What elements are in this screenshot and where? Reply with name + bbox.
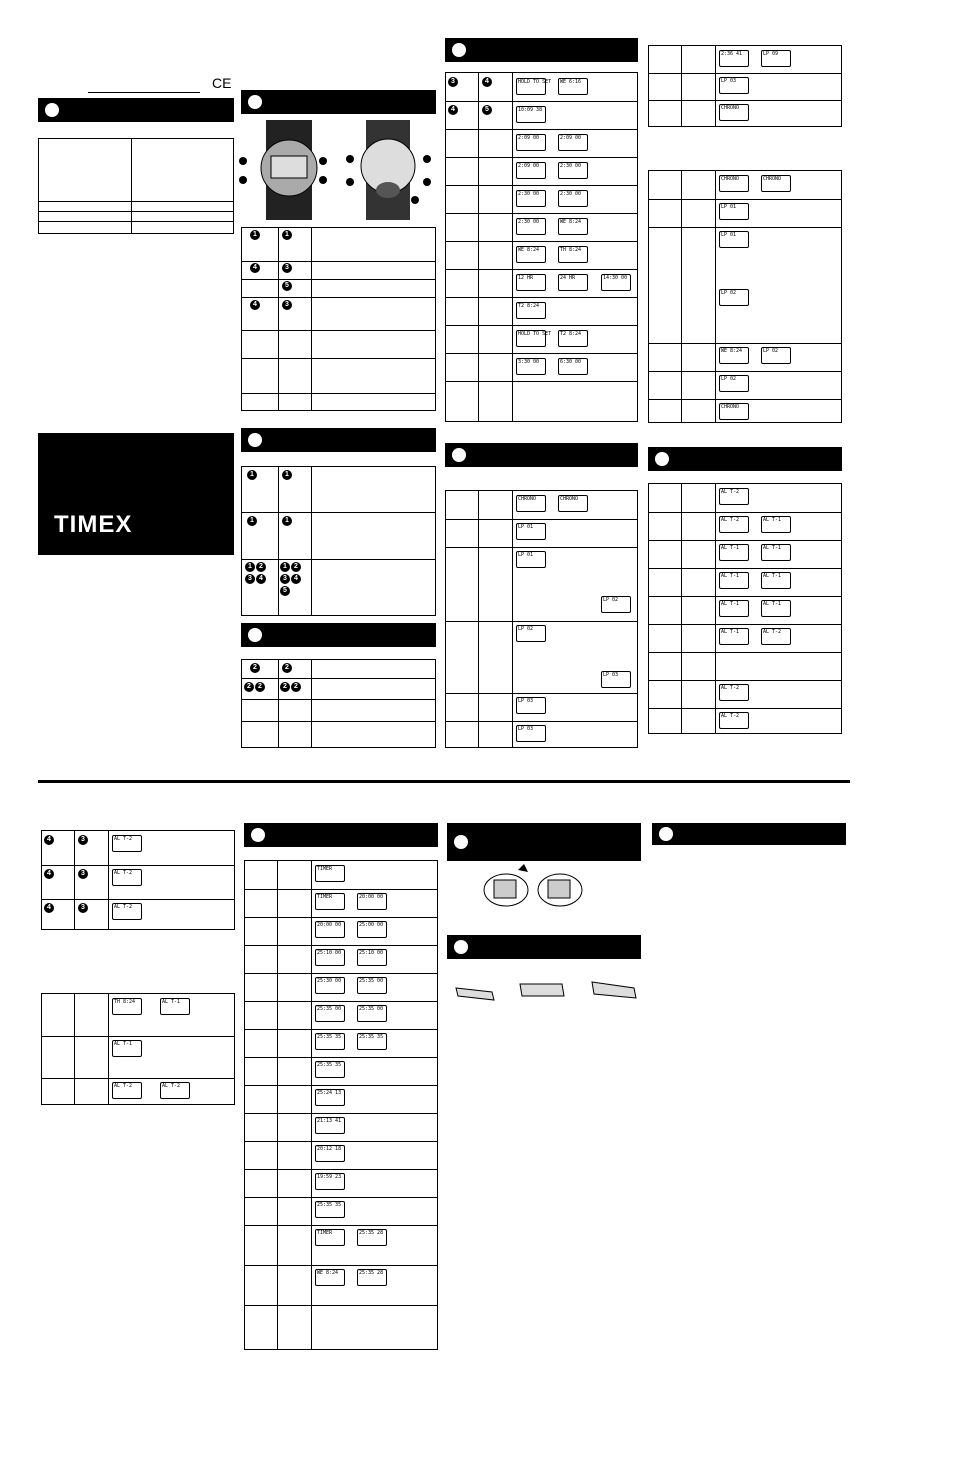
lcd-display: 2:09 00 [558, 134, 588, 151]
lcd-display: 19:59 23 [315, 1173, 345, 1190]
lcd-display: 2:09 00 [516, 134, 546, 151]
lcd-display: LP 02 [719, 289, 749, 306]
lcd-display: LP 03 [516, 697, 546, 714]
lcd-display: LP 03 [516, 725, 546, 742]
lcd-display: TH 8:24 [112, 998, 142, 1015]
lcd-display: 25:35 35 [357, 1033, 387, 1050]
signature-line [88, 92, 200, 93]
lcd-display: AL T-1 [719, 572, 749, 589]
lcd-display: 25:35 35 [315, 1033, 345, 1050]
lcd-display: 6:30 00 [558, 358, 588, 375]
lcd-display: 25:35 35 [315, 1201, 345, 1218]
lcd-display: LP 03 [719, 77, 749, 94]
lcd-display: 2:30 00 [516, 218, 546, 235]
lcd-display: 25:35 28 [357, 1269, 387, 1286]
lcd-display: WE 6:16 [558, 78, 588, 95]
button-function-table: 1 1 4 3 5 4 3 [241, 227, 436, 411]
section-header [241, 623, 436, 647]
lcd-display: 2:30 00 [516, 190, 546, 207]
lcd-display: 2:30 00 [558, 162, 588, 179]
lcd-display: AL T-1 [719, 544, 749, 561]
section-header [38, 98, 234, 122]
lcd-display: LP 02 [601, 596, 631, 613]
section-header [241, 90, 436, 114]
section-header [652, 823, 846, 845]
spec-table [38, 138, 234, 234]
lcd-display: AL T-1 [761, 600, 791, 617]
lcd-display: AL T-1 [719, 600, 749, 617]
lcd-display: LP 09 [761, 50, 791, 67]
alarm-alert-table [41, 993, 235, 1105]
page-divider [38, 780, 850, 783]
section-header [447, 935, 641, 959]
timer-table [244, 860, 438, 1350]
lcd-display: TIMER [315, 865, 345, 882]
lcd-display: T2 8:24 [558, 330, 588, 347]
section-header [445, 38, 638, 62]
lcd-display: LP 01 [719, 203, 749, 220]
lcd-display: AL T-1 [761, 544, 791, 561]
lcd-display: CHRONO [719, 403, 749, 420]
lcd-display: 25:00 00 [357, 921, 387, 938]
lcd-display: AL T-2 [112, 903, 142, 920]
section-header [447, 823, 641, 861]
lcd-display: 25:10 00 [315, 949, 345, 966]
ce-mark: CE [212, 75, 232, 91]
section-bullet-icon [454, 835, 468, 849]
lcd-display: LP 02 [719, 375, 749, 392]
lcd-display: 25:24 13 [315, 1089, 345, 1106]
timex-logo: TIMEX [54, 511, 133, 538]
lcd-display: 14:30 00 [601, 274, 631, 291]
lcd-display: 20:00 00 [315, 921, 345, 938]
section-header [648, 447, 842, 471]
lap-table [648, 45, 842, 127]
section-bullet-icon [452, 448, 466, 462]
section-bullet-icon [452, 43, 466, 57]
lcd-display: CHRONO [761, 175, 791, 192]
lcd-display: 25:30 00 [315, 977, 345, 994]
section-bullet-icon [251, 828, 265, 842]
section-bullet-icon [248, 628, 262, 642]
lcd-display: LP 01 [719, 231, 749, 248]
lcd-display: TIMER [315, 893, 345, 910]
lcd-display: AL T-2 [112, 869, 142, 886]
lcd-display: AL T-2 [719, 516, 749, 533]
lcd-display: HOLD TO SET [516, 78, 546, 95]
lcd-display: WE 8:24 [719, 347, 749, 364]
lcd-display: 10:09 38 [516, 106, 546, 123]
lcd-display: 25:35 28 [357, 1229, 387, 1246]
lcd-display: WE 8:24 [516, 246, 546, 263]
lcd-display: 25:35 00 [315, 1005, 345, 1022]
watch-diagram [238, 120, 438, 220]
alarm-off-table: 4 3 AL T-2 4 3 AL T-2 4 3 AL T-2 [41, 830, 235, 930]
time-setting-table: 3 4 HOLD TO SET WE 6:16 4 5 10:09 38 2:09 00 2:09 00 2:09 00 2:30 00 2:30 00 2:30 00 2:30 00 WE 8:24 WE 8:24 TH 8:24 12 HR 24 HR 14:30 00 T2 8:24 HOLD TO SET T2 8:24 3:30 00 6:30 00 [445, 72, 638, 422]
lcd-display: 3:30 00 [516, 358, 546, 375]
lcd-display: AL T-1 [112, 1040, 142, 1057]
lcd-display: AL T-2 [719, 712, 749, 729]
strap-diagram [478, 862, 588, 914]
lcd-display: AL T-2 [719, 488, 749, 505]
lcd-display: AL T-2 [761, 628, 791, 645]
lcd-display: WE 8:24 [315, 1269, 345, 1286]
lcd-display: LP 02 [761, 347, 791, 364]
lcd-display: 2:30 00 [558, 190, 588, 207]
chrono-table [445, 490, 638, 748]
lcd-display: AL T-1 [160, 998, 190, 1015]
lcd-display: CHRONO [719, 104, 749, 121]
split-table [648, 170, 842, 423]
brand-panel [38, 433, 234, 555]
lcd-display: 20:00 00 [357, 893, 387, 910]
alarm-table [648, 483, 842, 734]
lcd-display: AL T-1 [761, 516, 791, 533]
lcd-display: 24 HR [558, 274, 588, 291]
lcd-display: 25:35 35 [315, 1061, 345, 1078]
lcd-display: LP 01 [516, 523, 546, 540]
lcd-display: CHRONO [719, 175, 749, 192]
lcd-display: LP 03 [601, 671, 631, 688]
section-bullet-icon [248, 433, 262, 447]
lcd-display: AL T-2 [719, 684, 749, 701]
section-bullet-icon [248, 95, 262, 109]
lcd-display: LP 01 [516, 551, 546, 568]
lcd-display: AL T-2 [112, 1082, 142, 1099]
section-bullet-icon [45, 103, 59, 117]
section-bullet-icon [659, 827, 673, 841]
lcd-display: TH 8:24 [558, 246, 588, 263]
light-table: 1 1 1 1 1 2 3 4 1 2 3 4 5 [241, 466, 436, 616]
lcd-display: 25:35 00 [357, 1005, 387, 1022]
lcd-display: TIMER [315, 1229, 345, 1246]
lcd-display: HOLD TO SET [516, 330, 546, 347]
lcd-display: WE 8:24 [558, 218, 588, 235]
lcd-display: AL T-2 [112, 835, 142, 852]
lcd-display: LP 02 [516, 625, 546, 642]
section-bullet-icon [655, 452, 669, 466]
lcd-display: CHRONO [516, 495, 546, 512]
lcd-display: AL T-1 [761, 572, 791, 589]
lcd-display: 21:13 41 [315, 1117, 345, 1134]
band-diagram [452, 966, 640, 1010]
lcd-display: CHRONO [558, 495, 588, 512]
lcd-display: 12 HR [516, 274, 546, 291]
lcd-display: 2:36 41 [719, 50, 749, 67]
lcd-display: AL T-1 [719, 628, 749, 645]
section-bullet-icon [454, 940, 468, 954]
section-header [445, 443, 638, 467]
lcd-display: 20:12 18 [315, 1145, 345, 1162]
lcd-display: 25:35 00 [357, 977, 387, 994]
lcd-display: 2:09 00 [516, 162, 546, 179]
section-header [244, 823, 438, 847]
lcd-display: T2 8:24 [516, 302, 546, 319]
section-header [241, 428, 436, 452]
lcd-display: AL T-2 [160, 1082, 190, 1099]
lcd-display: 25:10 00 [357, 949, 387, 966]
mode-table: 2 2 2 2 2 2 [241, 659, 436, 748]
